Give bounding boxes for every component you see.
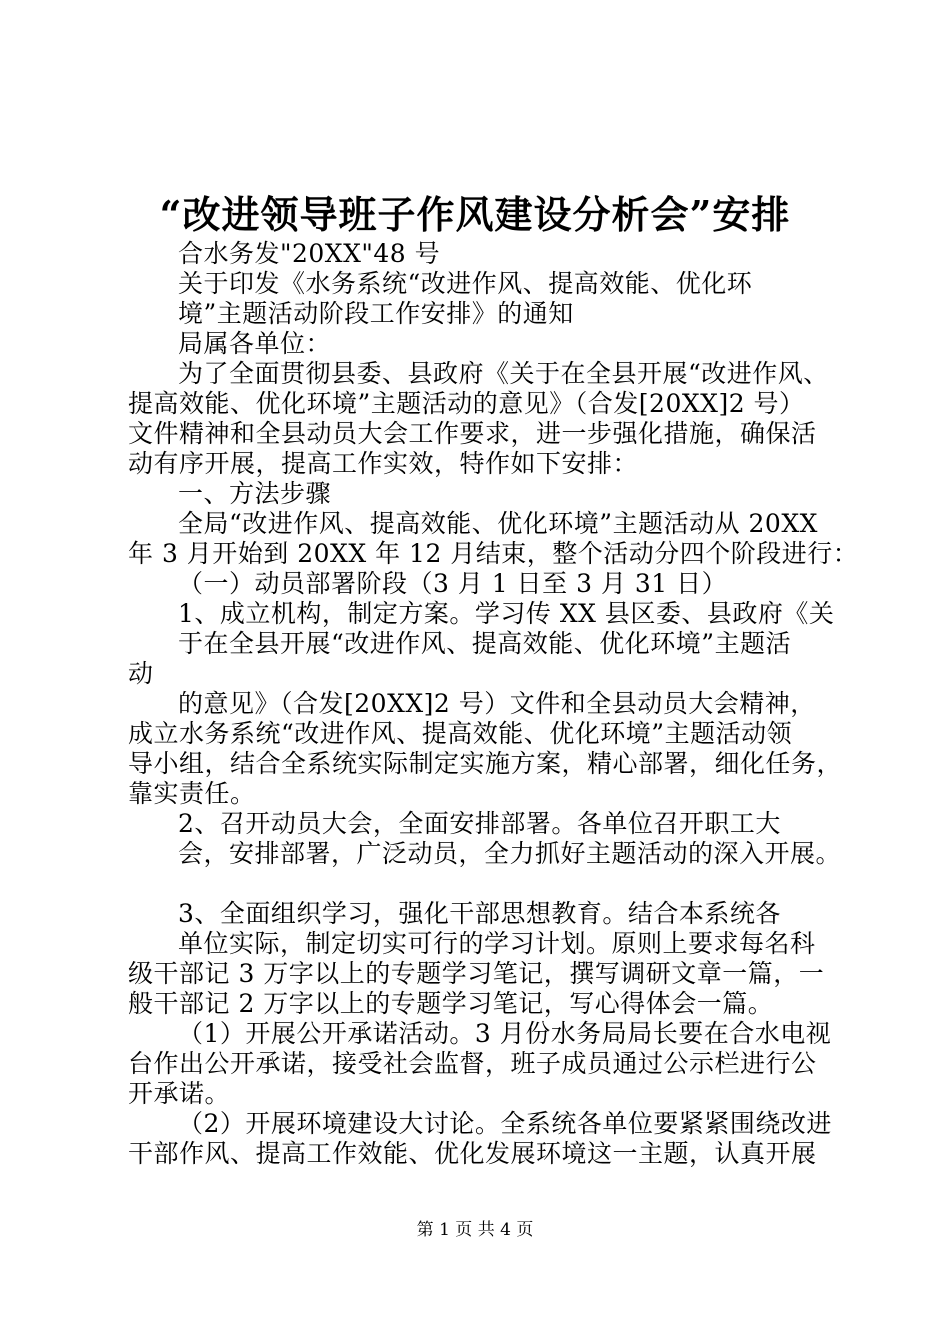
paragraph-line: 成立水务系统“改进作风、提高效能、优化环境”主题活动领: [128, 719, 793, 748]
paragraph-line: 3、全面组织学习，强化干部思想教育。结合本系统各: [178, 899, 781, 928]
document-title: “改进领导班子作风建设分析会”安排: [159, 192, 791, 237]
paragraph-line: 动有序开展，提高工作实效，特作如下安排：: [128, 449, 639, 478]
paragraph-line: 动: [128, 659, 154, 688]
paragraph-line: （1）开展公开承诺活动。3 月份水务局局长要在合水电视: [178, 1019, 832, 1048]
paragraph-line: 台作出公开承诺，接受社会监督，班子成员通过公示栏进行公: [128, 1049, 817, 1078]
paragraph-line: 会，安排部署，广泛动员，全力抓好主题活动的深入开展。: [178, 839, 842, 868]
paragraph-line: 干部作风、提高工作效能、优化发展环境这一主题，认真开展: [128, 1139, 817, 1168]
document-number: 合水务发"20XX"48 号: [178, 239, 441, 268]
paragraph-line: （2）开展环境建设大讨论。全系统各单位要紧紧围绕改进: [178, 1109, 832, 1138]
paragraph-line: 开承诺。: [128, 1079, 231, 1108]
paragraph-line: 提高效能、优化环境”主题活动的意见》（合发[20XX]2 号）: [128, 389, 805, 418]
paragraph-line: 导小组，结合全系统实际制定实施方案，精心部署，细化任务，: [128, 749, 843, 778]
paragraph-line: 为了全面贯彻县委、县政府《关于在全县开展“改进作风、: [178, 359, 829, 388]
paragraph-line: 靠实责任。: [128, 779, 256, 808]
paragraph-line: 般干部记 2 万字以上的专题学习笔记，写心得体会一篇。: [128, 989, 774, 1018]
paragraph-line: 文件精神和全县动员大会工作要求，进一步强化措施，确保活: [128, 419, 817, 448]
paragraph-line: 全局“改进作风、提高效能、优化环境”主题活动从 20XX: [178, 509, 818, 538]
section-heading: 一、方法步骤: [178, 479, 332, 508]
paragraph-line: 于在全县开展“改进作风、提高效能、优化环境”主题活: [178, 629, 792, 658]
paragraph-line: 级干部记 3 万字以上的专题学习笔记，撰写调研文章一篇，一: [128, 959, 825, 988]
paragraph-line: 的意见》（合发[20XX]2 号）文件和全县动员大会精神，: [178, 689, 816, 718]
paragraph-line: 1、成立机构，制定方案。学习传 XX 县区委、县政府《关: [178, 599, 835, 628]
salutation: 局属各单位：: [178, 329, 332, 358]
page-footer: 第 1 页 共 4 页: [416, 1220, 534, 1240]
paragraph-line: 2、召开动员大会，全面安排部署。各单位召开职工大: [178, 809, 781, 838]
paragraph-line: 单位实际，制定切实可行的学习计划。原则上要求每名科: [178, 929, 816, 958]
paragraph-line: 年 3 月开始到 20XX 年 12 月结束，整个活动分四个阶段进行：: [128, 539, 859, 568]
notice-title-line-2: 境”主题活动阶段工作安排》的通知: [178, 299, 574, 328]
subsection-heading: （一）动员部署阶段（3 月 1 日至 3 月 31 日）: [178, 569, 728, 598]
notice-title-line-1: 关于印发《水务系统“改进作风、提高效能、优化环: [178, 269, 753, 298]
